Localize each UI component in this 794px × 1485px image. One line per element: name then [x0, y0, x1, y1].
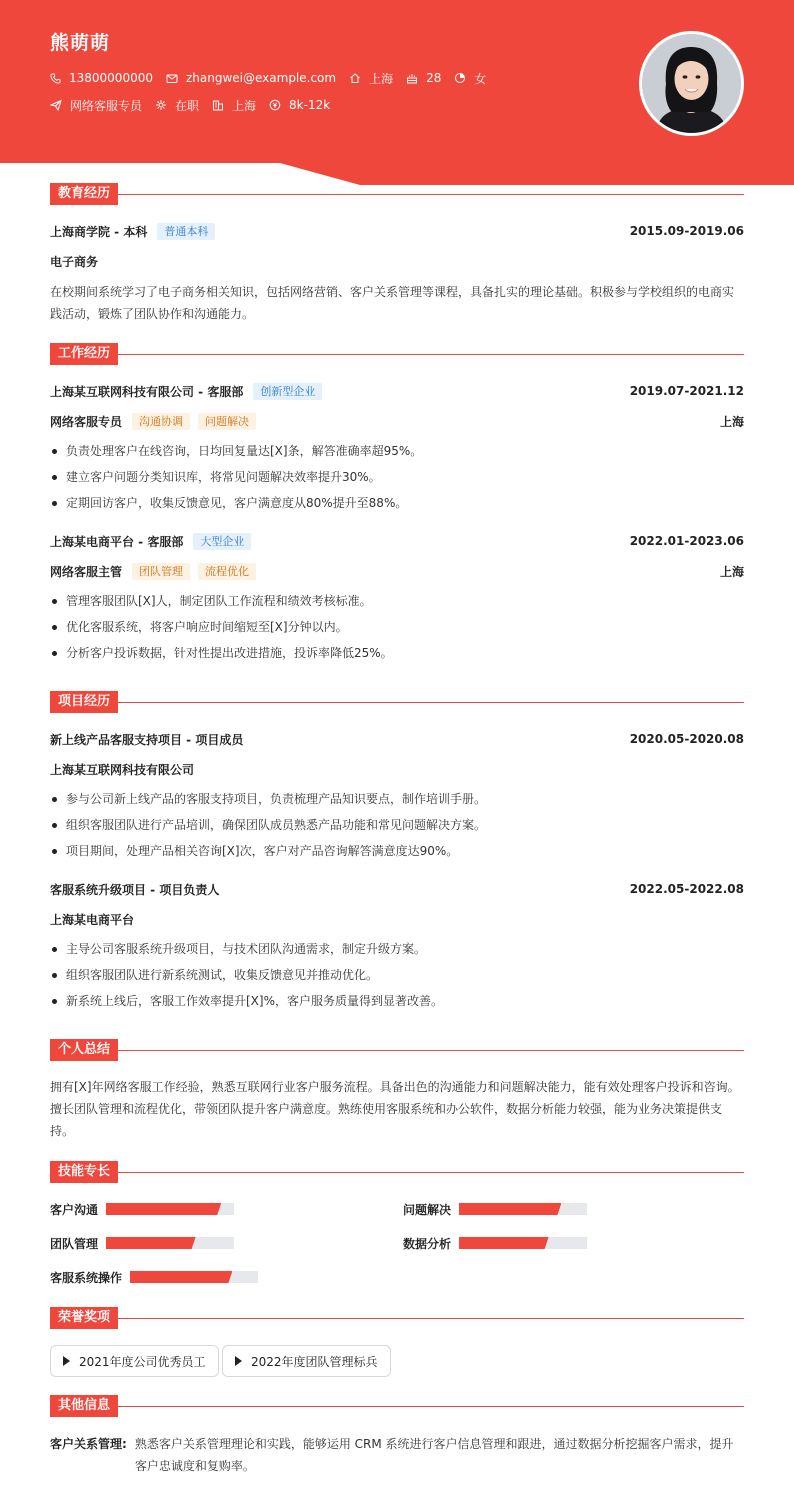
project-org-row	[50, 760, 744, 778]
building-icon	[212, 99, 224, 111]
award-text: 2022年度团队管理标兵	[251, 1354, 378, 1369]
work-bullets	[50, 588, 744, 666]
cake-icon	[406, 72, 418, 84]
section-awards-title: 荣誉奖项	[50, 1307, 118, 1329]
list-item: 组织客服团队进行产品培训，确保团队成员熟悉产品功能和常见问题解决方案。	[50, 812, 744, 838]
list-item: 优化客服系统，将客户响应时间缩短至[X]分钟以内。	[50, 614, 744, 640]
phone-info	[50, 71, 153, 85]
status-text: 在职	[175, 98, 200, 113]
skill-bar-fill	[106, 1203, 221, 1215]
list-item: 管理客服团队[X]人，制定团队工作流程和绩效考核标准。	[50, 588, 744, 614]
award-text: 2021年度公司优秀员工	[79, 1354, 206, 1369]
list-item: 主导公司客服系统升级项目，与技术团队沟通需求，制定升级方案。	[50, 936, 744, 962]
skill-bar-fill	[130, 1271, 232, 1283]
section-education	[50, 183, 744, 205]
skill-name: 客服系统操作	[50, 1270, 123, 1285]
section-work-title: 工作经历	[50, 343, 118, 365]
skill-name: 数据分析	[403, 1236, 452, 1251]
mail-icon	[166, 73, 178, 84]
other-info-key: 客户关系管理:	[50, 1437, 127, 1451]
section-awards	[50, 1307, 744, 1329]
send-icon	[50, 99, 62, 111]
section-skills	[50, 1161, 744, 1183]
salary-info	[269, 98, 330, 112]
work-location: 上海	[719, 564, 744, 579]
award-item	[222, 1345, 391, 1377]
work-date: 2019.07-2021.12	[629, 384, 744, 398]
skill-item	[50, 1201, 234, 1217]
list-item: 参与公司新上线产品的客服支持项目，负责梳理产品知识要点，制作培训手册。	[50, 786, 744, 812]
section-other-title: 其他信息	[50, 1395, 118, 1417]
award-item	[50, 1345, 219, 1377]
work-company-row	[50, 382, 744, 400]
job-title-info	[50, 97, 142, 114]
city-info	[212, 97, 256, 114]
skill-name: 客户沟通	[50, 1202, 99, 1217]
candidate-name: 熊萌萌	[50, 32, 111, 54]
phone-text: 13800000000	[69, 71, 153, 85]
skill-bar	[459, 1203, 587, 1215]
gender-text: 女	[474, 71, 487, 86]
skill-tag: 问题解决	[198, 413, 256, 430]
education-description: 在校期间系统学习了电子商务相关知识，包括网络营销、客户关系管理等课程，具备扎实的理论基础。积极参与学校组织的电商实践活动，锻炼了团队协作和沟通能力。	[50, 285, 735, 321]
age-info	[406, 71, 441, 85]
salary-text: 8k-12k	[289, 98, 331, 112]
gender-icon	[454, 72, 466, 84]
section-divider	[118, 1318, 744, 1319]
work-position-row	[50, 562, 744, 580]
skill-item	[403, 1235, 587, 1251]
work-position: 网络客服专员	[50, 414, 123, 429]
work-location: 上海	[719, 414, 744, 429]
section-projects	[50, 691, 744, 713]
work-company: 上海某互联网科技有限公司 - 客服部	[50, 384, 244, 399]
email-text: zhangwei@example.com	[185, 71, 337, 85]
section-skills-title: 技能专长	[50, 1161, 118, 1183]
hometown-info	[349, 70, 393, 87]
section-divider	[118, 194, 744, 195]
major-row	[50, 252, 744, 270]
skill-tag: 沟通协调	[132, 413, 190, 430]
skill-tag: 流程优化	[198, 563, 256, 580]
list-item: 组织客服团队进行新系统测试，收集反馈意见并推动优化。	[50, 962, 744, 988]
project-header-row	[50, 730, 744, 748]
project-header-row	[50, 880, 744, 898]
skill-bar-fill	[459, 1237, 549, 1249]
work-company: 上海某电商平台 - 客服部	[50, 534, 184, 549]
email-info	[166, 71, 336, 85]
project-org: 上海某互联网科技有限公司	[50, 762, 195, 777]
project-date: 2020.05-2020.08	[629, 732, 744, 746]
contact-info-row	[50, 70, 499, 86]
gear-icon	[155, 99, 167, 111]
section-projects-title: 项目经历	[50, 691, 118, 713]
project-bullets	[50, 786, 744, 864]
section-divider	[118, 1050, 744, 1051]
city-text: 上海	[232, 98, 257, 113]
section-other	[50, 1395, 744, 1417]
project-name: 新上线产品客服支持项目 - 项目成员	[50, 732, 244, 747]
skill-tag: 团队管理	[132, 563, 190, 580]
project-org-row	[50, 910, 744, 928]
other-info-row	[50, 1433, 744, 1477]
list-item: 项目期间，处理产品相关咨询[X]次，客户对产品咨询解答满意度达90%。	[50, 838, 744, 864]
work-date: 2022.01-2023.06	[629, 534, 744, 548]
skill-item	[403, 1201, 587, 1217]
money-icon	[269, 99, 281, 111]
education-date: 2015.09-2019.06	[629, 224, 744, 238]
project-date: 2022.05-2022.08	[629, 882, 744, 896]
skill-bar-fill	[106, 1237, 196, 1249]
gender-info	[454, 70, 486, 87]
skill-bar	[106, 1203, 234, 1215]
job-info-row	[50, 97, 343, 113]
status-info	[155, 97, 199, 114]
work-bullets	[50, 438, 744, 516]
list-item: 定期回访客户，收集反馈意见，客户满意度从80%提升至88%。	[50, 490, 744, 516]
education-header-row	[50, 222, 744, 240]
company-tag: 大型企业	[193, 533, 251, 550]
profile-photo	[639, 31, 744, 136]
section-summary	[50, 1039, 744, 1061]
section-summary-title: 个人总结	[50, 1039, 118, 1061]
project-org: 上海某电商平台	[50, 912, 135, 927]
skill-name: 问题解决	[403, 1202, 452, 1217]
section-work	[50, 343, 744, 365]
school-name: 上海商学院 - 本科	[50, 224, 148, 239]
major-name: 电子商务	[50, 254, 99, 269]
school-tag: 普通本科	[157, 223, 215, 240]
project-name: 客服系统升级项目 - 项目负责人	[50, 882, 220, 897]
caret-right-icon	[63, 1356, 70, 1366]
resume-header	[0, 0, 794, 185]
list-item: 分析客户投诉数据，针对性提出改进措施，投诉率降低25%。	[50, 640, 744, 666]
caret-right-icon	[235, 1356, 242, 1366]
section-divider	[118, 1406, 744, 1407]
skill-bar	[459, 1237, 587, 1249]
job-title-text: 网络客服专员	[70, 98, 143, 113]
work-position-row	[50, 412, 744, 430]
skill-name: 团队管理	[50, 1236, 99, 1251]
skill-bar	[130, 1271, 258, 1283]
work-position: 网络客服主管	[50, 564, 123, 579]
section-divider	[118, 354, 744, 355]
other-info-value: 熟悉客户关系管理理论和实践，能够运用 CRM 系统进行客户信息管理和跟进，通过数据分析挖掘客户需求，提升客户忠诚度和复购率。	[134, 1437, 734, 1473]
avatar-image	[642, 34, 741, 133]
skill-bar-fill	[459, 1203, 561, 1215]
project-bullets	[50, 936, 744, 1014]
company-tag: 创新型企业	[253, 383, 322, 400]
skill-bar	[106, 1237, 234, 1249]
skill-item	[50, 1269, 258, 1285]
section-education-title: 教育经历	[50, 183, 118, 205]
phone-icon	[50, 73, 61, 84]
hometown-text: 上海	[369, 71, 394, 86]
section-divider	[118, 702, 744, 703]
list-item: 新系统上线后，客服工作效率提升[X]%，客户服务质量得到显著改善。	[50, 988, 744, 1014]
list-item: 建立客户问题分类知识库，将常见问题解决效率提升30%。	[50, 464, 744, 490]
list-item: 负责处理客户在线咨询，日均回复量达[X]条，解答准确率超95%。	[50, 438, 744, 464]
section-divider	[118, 1172, 744, 1173]
summary-text: 拥有[X]年网络客服工作经验，熟悉互联网行业客户服务流程。具备出色的沟通能力和问题解决能力，能有效处理客户投诉和咨询。擅长团队管理和流程优化，带领团队提升客户满意度。熟练使用客服系统和办公软件，数据分析能力较强，能为业务决策提供支持。	[50, 1080, 740, 1138]
work-company-row	[50, 532, 744, 550]
home-icon	[349, 72, 361, 84]
age-text: 28	[426, 71, 442, 85]
skill-item	[50, 1235, 234, 1251]
